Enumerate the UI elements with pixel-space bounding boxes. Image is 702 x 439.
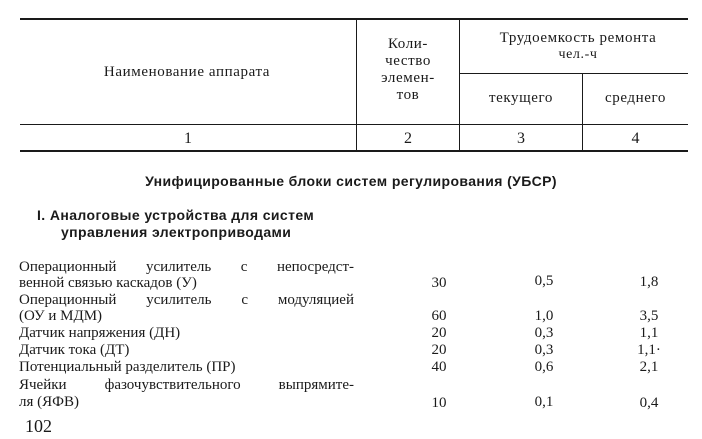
row-count: 10 [431, 395, 447, 411]
subsection-line: управления электроприводами [61, 224, 292, 240]
row-medium: 1,1 [639, 325, 659, 341]
table-row [19, 259, 699, 293]
row-name-line: ля (ЯФВ) [19, 394, 79, 410]
section-title: Унифицированные блоки систем регулирования (УБСР) [145, 173, 557, 189]
header-count-line: чество [385, 53, 431, 69]
table-row [19, 342, 699, 359]
group-header-rule [459, 73, 688, 74]
row-count: 30 [431, 275, 447, 291]
header-labor-title: Трудоемкость ремонта [499, 30, 657, 46]
col-number-1: 1 [184, 130, 192, 147]
row-current: 0,3 [534, 325, 554, 341]
header-current: текущего [488, 90, 554, 106]
page-number: 102 [25, 416, 52, 436]
row-count: 60 [431, 308, 447, 324]
col-numbers-bottom-rule [20, 150, 688, 152]
col-number-3: 3 [517, 130, 525, 147]
header-name-column: Наименование аппарата [103, 64, 271, 80]
row-medium: 1,8 [639, 274, 659, 290]
row-current: 0,5 [534, 273, 554, 289]
row-name-line: венной связью каскадов (У) [19, 275, 197, 291]
row-medium: 2,1 [639, 359, 659, 375]
row-current: 0,6 [534, 359, 554, 375]
row-name-line: Операционный усилитель с непосредст- [19, 259, 354, 275]
table-top-rule [20, 18, 688, 20]
table-row [19, 377, 699, 411]
header-count-line: элемен- [381, 70, 435, 86]
header-labor-unit: чел.-ч [558, 47, 598, 62]
row-medium: 0,4 [639, 395, 659, 411]
row-medium: 1,1· [637, 342, 661, 358]
header-count-line: Коли- [387, 36, 429, 52]
row-current: 0,3 [534, 342, 554, 358]
header-count-line: тов [396, 87, 420, 103]
row-name-line: Потенциальный разделитель (ПР) [19, 359, 236, 375]
col-number-4: 4 [631, 130, 640, 147]
header-count-column [358, 36, 458, 104]
row-name-line: Датчик тока (ДТ) [19, 342, 130, 358]
row-current: 1,0 [534, 308, 554, 324]
row-count: 20 [431, 325, 447, 341]
table-row [19, 359, 699, 376]
table-row [19, 325, 699, 342]
row-count: 20 [431, 342, 447, 358]
row-name-line: Датчик напряжения (ДН) [19, 325, 181, 341]
subsection-title [37, 207, 377, 241]
row-count: 40 [431, 359, 447, 375]
row-name-line: (ОУ и МДМ) [19, 308, 103, 324]
col-number-2: 2 [404, 130, 412, 147]
row-name-line: Ячейки фазочувствительного выпрямите- [19, 377, 354, 393]
subsection-line: I. Аналоговые устройства для систем [37, 207, 315, 223]
header-medium: среднего [604, 90, 666, 106]
header-bottom-rule [20, 124, 688, 125]
table-row [19, 292, 699, 326]
header-labor-group [460, 30, 696, 62]
row-name-line: Операционный усилитель с модуляцией [19, 292, 354, 308]
row-current: 0,1 [534, 394, 554, 410]
row-medium: 3,5 [639, 308, 659, 324]
